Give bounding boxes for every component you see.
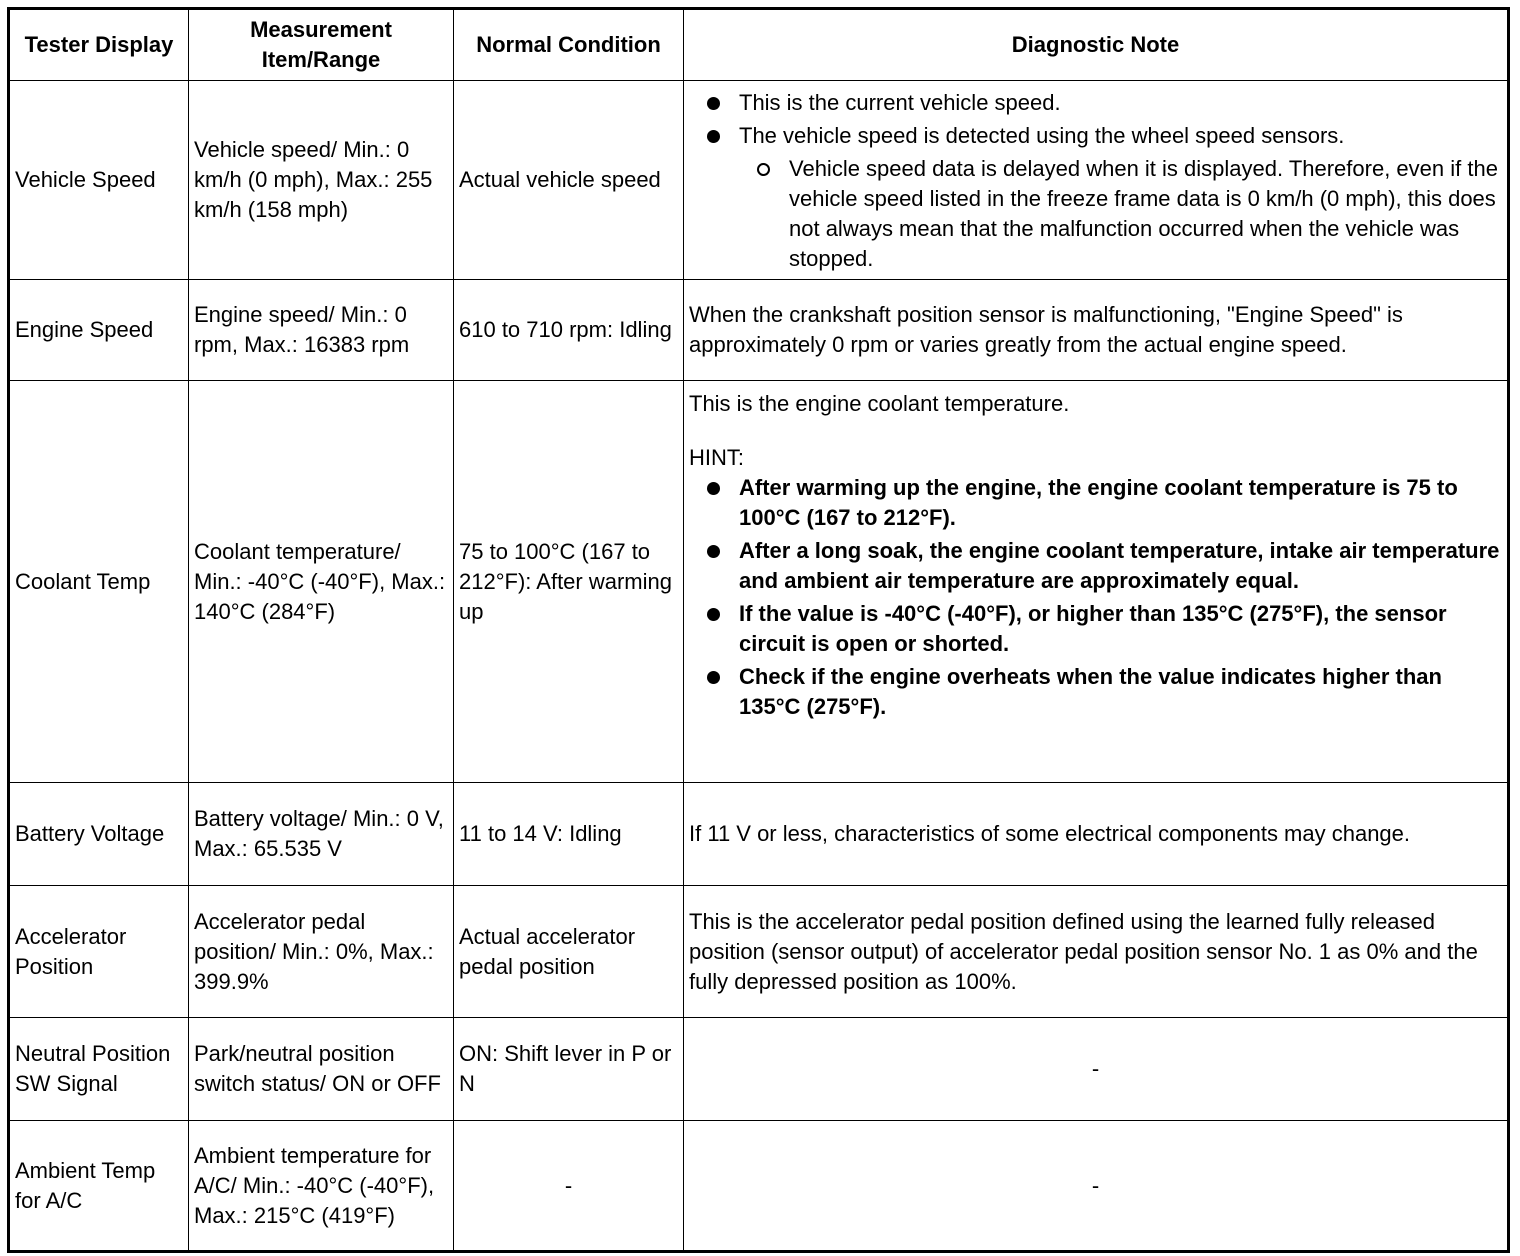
- note-bullet-list: [689, 88, 1502, 274]
- measurement-cell: Engine speed/ Min.: 0 rpm, Max.: 16383 rpm: [189, 280, 454, 381]
- table-row: [9, 886, 1509, 1018]
- table-header-row: [9, 9, 1509, 81]
- tester-display-cell: Engine Speed: [9, 280, 189, 381]
- normal-condition-cell: 11 to 14 V: Idling: [454, 783, 684, 886]
- diagnostic-note-cell: When the crankshaft position sensor is malfunctioning, "Engine Speed" is approximately 0 rpm or varies greatly from the actual engine speed.: [684, 280, 1509, 381]
- measurement-cell: Ambient temperature for A/C/ Min.: -40°C (-40°F), Max.: 215°C (419°F): [189, 1121, 454, 1252]
- normal-condition-cell: Actual accelerator pedal position: [454, 886, 684, 1018]
- diagnostic-note-cell: This is the accelerator pedal position defined using the learned fully released position (sensor output) of accelerator pedal position sensor No. 1 as 0% and the fully depressed position as 100%.: [684, 886, 1509, 1018]
- normal-condition-cell: ON: Shift lever in P or N: [454, 1018, 684, 1121]
- table-row: [9, 1018, 1509, 1121]
- diagnostic-note-cell: [684, 381, 1509, 783]
- header-measurement: Measurement Item/Range: [189, 9, 454, 81]
- diagnostic-note-cell: -: [684, 1121, 1509, 1252]
- measurement-cell: Accelerator pedal position/ Min.: 0%, Max.: 399.9%: [189, 886, 454, 1018]
- diagnostic-note-cell: If 11 V or less, characteristics of some electrical components may change.: [684, 783, 1509, 886]
- measurement-cell: Battery voltage/ Min.: 0 V, Max.: 65.535 V: [189, 783, 454, 886]
- table-row: [9, 381, 1509, 783]
- tester-display-cell: Neutral Position SW Signal: [9, 1018, 189, 1121]
- note-intro: This is the engine coolant temperature.: [689, 391, 1070, 416]
- tester-display-cell: Vehicle Speed: [9, 81, 189, 280]
- note-bullet: This is the current vehicle speed.: [689, 88, 1502, 118]
- table-row: [9, 1121, 1509, 1252]
- tester-display-cell: Ambient Temp for A/C: [9, 1121, 189, 1252]
- measurement-cell: Vehicle speed/ Min.: 0 km/h (0 mph), Max.: 255 km/h (158 mph): [189, 81, 454, 280]
- header-tester-display: Tester Display: [9, 9, 189, 81]
- normal-condition-cell: Actual vehicle speed: [454, 81, 684, 280]
- note-bullet: After warming up the engine, the engine coolant temperature is 75 to 100°C (167 to 212°F).: [689, 473, 1502, 533]
- normal-condition-cell: 610 to 710 rpm: Idling: [454, 280, 684, 381]
- diagnostic-data-table: [7, 7, 1510, 1253]
- diagnostic-note-cell: [684, 81, 1509, 280]
- note-bullet: If the value is -40°C (-40°F), or higher than 135°C (275°F), the sensor circuit is open or shorted.: [689, 599, 1502, 659]
- tester-display-cell: Coolant Temp: [9, 381, 189, 783]
- diagnostic-note-cell: -: [684, 1018, 1509, 1121]
- table-row: [9, 81, 1509, 280]
- note-sub-bullet-list: [739, 154, 1502, 274]
- tester-display-cell: Battery Voltage: [9, 783, 189, 886]
- table-row: [9, 783, 1509, 886]
- note-bullet: [689, 121, 1502, 274]
- normal-condition-cell: 75 to 100°C (167 to 212°F): After warming up: [454, 381, 684, 783]
- measurement-cell: Park/neutral position switch status/ ON or OFF: [189, 1018, 454, 1121]
- note-bullet: Check if the engine overheats when the value indicates higher than 135°C (275°F).: [689, 662, 1502, 722]
- note-hint-label: HINT:: [689, 445, 744, 470]
- header-normal-condition: Normal Condition: [454, 9, 684, 81]
- note-bullet-list: [689, 473, 1502, 722]
- measurement-cell: Coolant temperature/ Min.: -40°C (-40°F), Max.: 140°C (284°F): [189, 381, 454, 783]
- note-bullet: After a long soak, the engine coolant temperature, intake air temperature and ambient air temperature are approximately equal.: [689, 536, 1502, 596]
- table-row: [9, 280, 1509, 381]
- tester-display-cell: Accelerator Position: [9, 886, 189, 1018]
- note-sub-bullet: Vehicle speed data is delayed when it is displayed. Therefore, even if the vehicle speed listed in the freeze frame data is 0 km/h (0 mph), this does not always mean that the malfunction occurred when the vehicle was stopped.: [739, 154, 1502, 274]
- note-bullet-text: The vehicle speed is detected using the wheel speed sensors.: [739, 123, 1345, 148]
- header-diagnostic-note: Diagnostic Note: [684, 9, 1509, 81]
- normal-condition-cell: -: [454, 1121, 684, 1252]
